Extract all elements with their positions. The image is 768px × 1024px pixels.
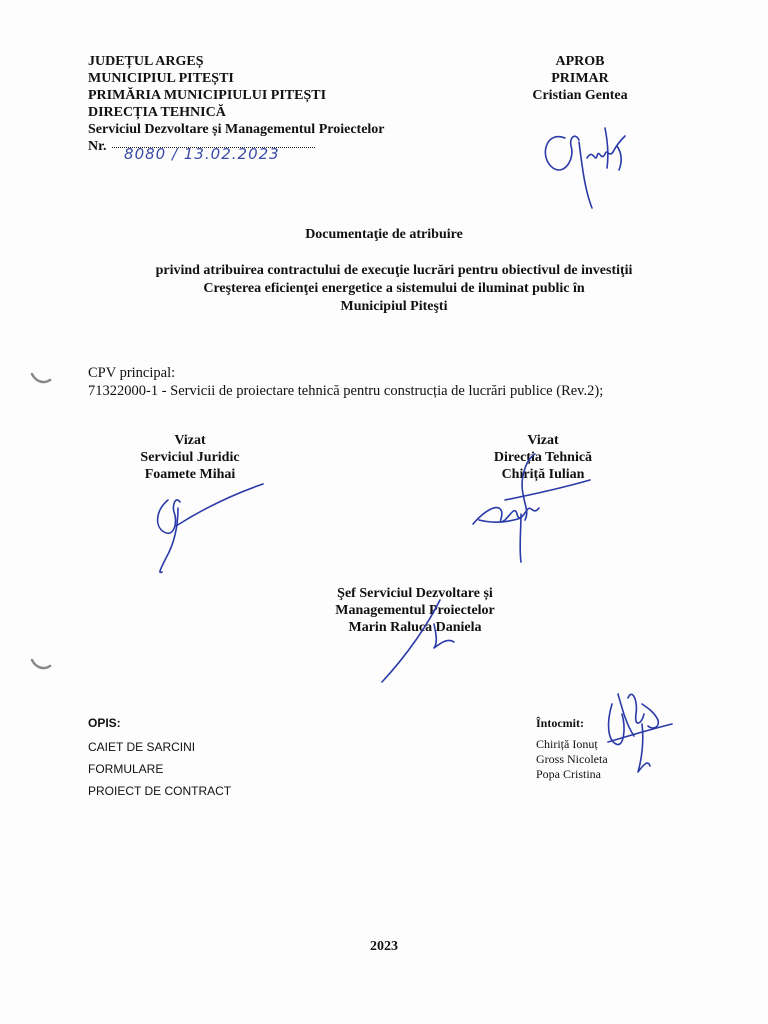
- header-line: MUNICIPIUL PITEȘTI: [88, 71, 234, 86]
- header-line: PRIMĂRIA MUNICIPIULUI PITEȘTI: [88, 88, 327, 103]
- subtitle-line: Municipiul Piteşti: [340, 299, 448, 314]
- institution-header: [88, 53, 385, 163]
- vizat-legal-block: [115, 432, 265, 483]
- subtitle-line: Creşterea eficienţei energetice a sistemului de iluminat public în: [203, 281, 585, 296]
- vizat-name: Chiriță Iulian: [501, 467, 585, 482]
- vizat-title: Vizat: [527, 433, 559, 448]
- department-head-line: Managementul Proiectelor: [335, 603, 495, 618]
- mayor-signature: [535, 118, 635, 213]
- approval-block: [500, 53, 660, 104]
- cpv-label: CPV principal:: [88, 365, 176, 381]
- cpv-value: 71322000-1 - Servicii de proiectare tehnică pentru construcția de lucrări publice (Rev.2);: [88, 383, 604, 399]
- opis-block: [88, 716, 231, 806]
- opis-title: OPIS:: [88, 716, 121, 730]
- handwritten-number: 8080 / 13.02.2023: [124, 145, 280, 163]
- approval-name: Cristian Gentea: [532, 88, 628, 103]
- vizat-department: Serviciul Juridic: [140, 450, 240, 465]
- header-line: DIRECȚIA TEHNICĂ: [88, 105, 226, 120]
- vizat-title: Vizat: [174, 433, 206, 448]
- opis-item: CAIET DE SARCINI: [88, 740, 196, 754]
- registration-number: [88, 138, 385, 163]
- legal-signature: [148, 482, 268, 582]
- prepared-by-name: Popa Cristina: [536, 767, 601, 781]
- prepared-by-signatures: [598, 684, 678, 779]
- subtitle-line: privind atribuirea contractului de execuţie lucrări pentru obiectivul de investiţii: [155, 263, 633, 278]
- punch-hole-mark: [30, 656, 52, 672]
- approval-title: APROB: [555, 54, 605, 69]
- cpv-block: [88, 364, 603, 400]
- prepared-by-name: Gross Nicoleta: [536, 752, 608, 766]
- department-head-signature: [378, 598, 478, 688]
- prepared-by-block: [536, 716, 608, 782]
- vizat-name: Foamete Mihai: [144, 467, 236, 482]
- nr-label: Nr.: [88, 139, 107, 154]
- document-title: Documentaţie de atribuire: [305, 227, 463, 242]
- header-line: Serviciul Dezvoltare și Managementul Proiectelor: [88, 122, 385, 137]
- document-subtitle: [120, 262, 668, 316]
- vizat-department: Direcția Tehnică: [493, 450, 593, 465]
- prepared-by-name: Chiriță Ionuț: [536, 737, 598, 751]
- header-line: JUDEȚUL ARGEȘ: [88, 54, 204, 69]
- prepared-by-title: Întocmit:: [536, 716, 584, 730]
- technical-director-signature: [465, 450, 595, 570]
- department-head-name: Marin Raluca Daniela: [348, 620, 482, 635]
- department-head-line: Şef Serviciul Dezvoltare și: [337, 586, 493, 601]
- document-year: 2023: [370, 939, 398, 954]
- opis-item: FORMULARE: [88, 762, 164, 776]
- opis-item: PROIECT DE CONTRACT: [88, 784, 232, 798]
- approval-role: PRIMAR: [551, 71, 609, 86]
- punch-hole-mark: [30, 370, 52, 386]
